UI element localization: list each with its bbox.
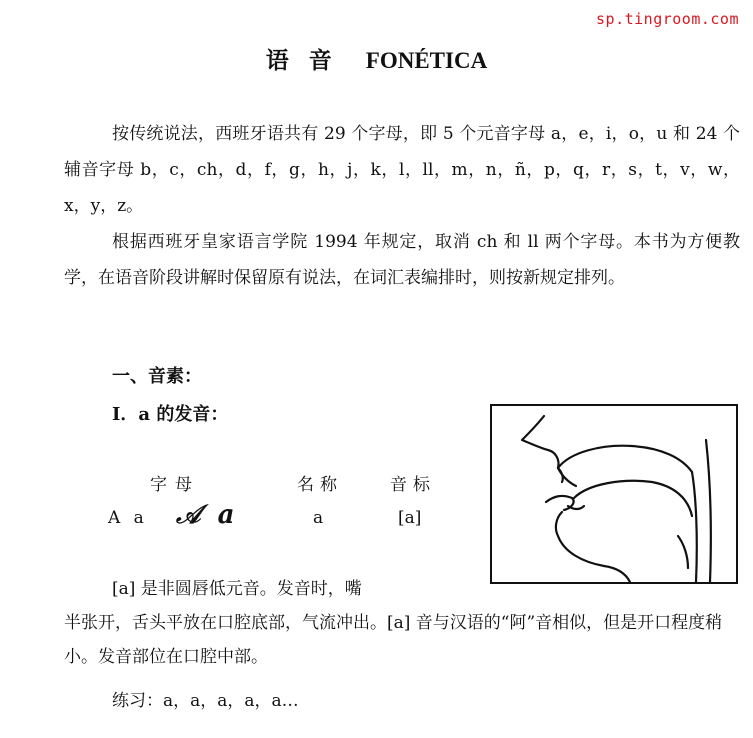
watermark: sp.tingroom.com <box>596 10 739 28</box>
mouth-diagram <box>490 404 738 584</box>
header-letter: 字母 <box>150 475 200 495</box>
practice-line: 练习：a，a，a，a，a… <box>112 691 299 711</box>
title-chinese: 语音 <box>265 47 352 74</box>
letter-script: 𝒜 a <box>176 500 239 530</box>
title-spanish: FONÉTICA <box>365 48 488 73</box>
letter-phonetic: [a] <box>398 508 422 528</box>
mouth-cross-section-icon <box>492 406 736 582</box>
header-name: 名称 <box>297 475 343 495</box>
paragraph-rules: 根据西班牙皇家语言学院 1994 年规定，取消 ch 和 ll 两个字母。本书为方便教学，在语音阶段讲解时保留原有说法，在词汇表编排时，则按新规定排列。 <box>64 232 740 288</box>
letter-printed: A a <box>108 508 148 528</box>
section-heading: 一、音素： <box>112 366 202 387</box>
letter-name: a <box>313 508 324 528</box>
subsection-heading: I．a 的发音： <box>112 404 229 425</box>
description-paragraph <box>64 572 740 674</box>
description-rest: 半张开，舌头平放在口腔底部，气流冲出。[a] 音与汉语的“阿”音相似，但是开口程度稍小。发音部位在口腔中部。 <box>64 613 723 667</box>
paragraph-alphabet: 按传统说法，西班牙语共有 29 个字母，即 5 个元音字母 a，e，i，o，u 和 24 个辅音字母 b，c，ch，d，f，g，h，j，k，l，ll，m，n，ñ，p，q，r，s，t，v，w，x，y，z。 <box>64 124 740 216</box>
page-title <box>0 42 753 75</box>
description-first-line: [a] 是非圆唇低元音。发音时，嘴 <box>112 579 362 599</box>
header-phonetic: 音标 <box>390 475 436 495</box>
